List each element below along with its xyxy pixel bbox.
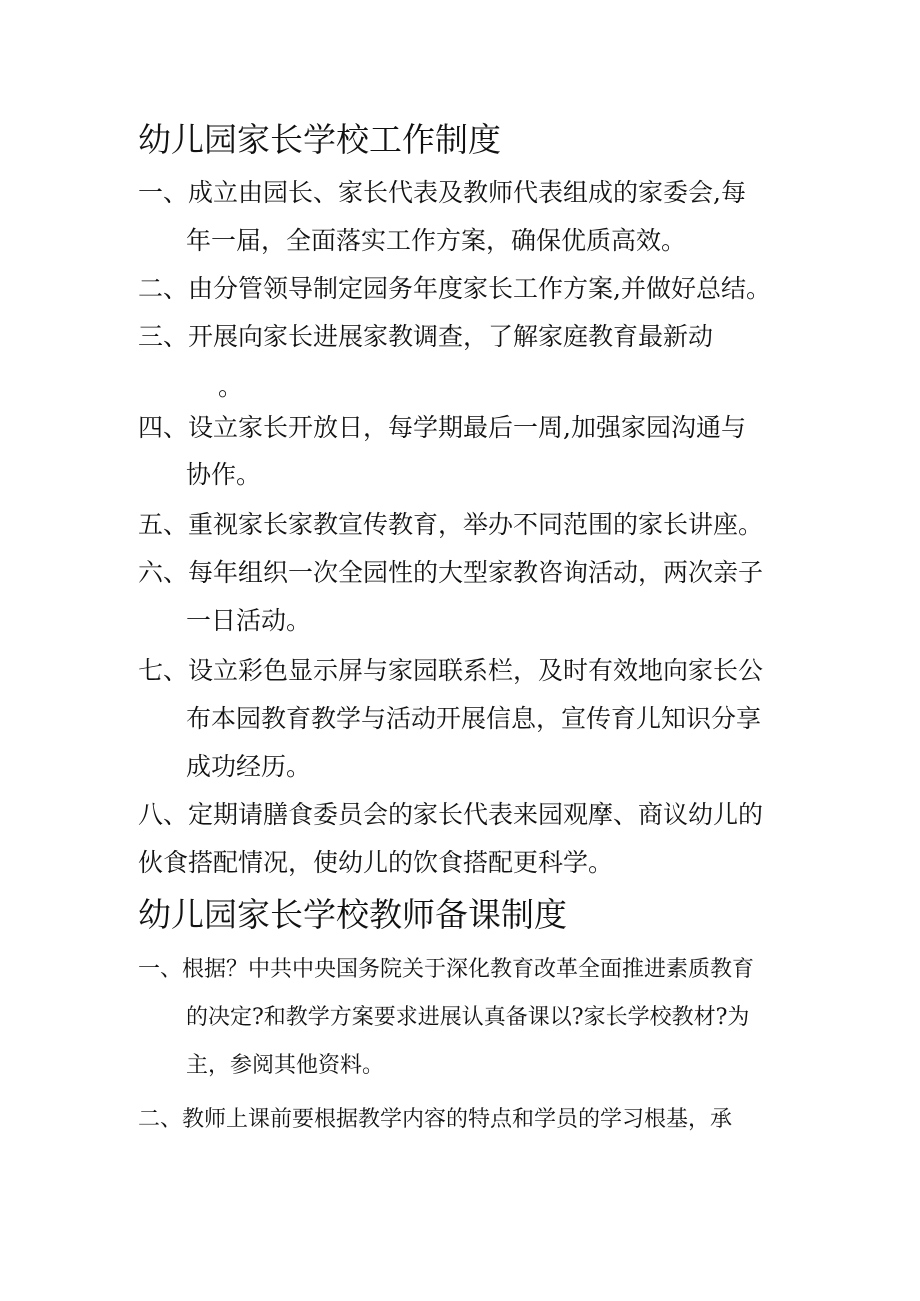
item-1-line-1: 一、成立由园长、家长代表及教师代表组成的家委会,每 bbox=[138, 178, 746, 207]
prep-item-1-line-3: 主，参阅其他资料。 bbox=[186, 1053, 385, 1078]
prep-item-2-line-1: 二、教师上课前要根据教学内容的特点和学员的学习根基，承 bbox=[138, 1107, 733, 1132]
item-7-line-1: 七、设立彩色显示屏与家园联系栏，及时有效地向家长公 bbox=[138, 656, 764, 685]
item-5-line-1: 五、重视家长家教宣传教育，举办不同范围的家长讲座。 bbox=[138, 510, 764, 539]
section-title-lesson-prep: 幼儿园家长学校教师备课制度 bbox=[138, 895, 567, 934]
item-1-line-2: 年一届，全面落实工作方案，确保优质高效。 bbox=[186, 226, 687, 255]
item-6-line-2: 一日活动。 bbox=[186, 606, 312, 635]
item-3-line-1: 三、开展向家长进展家教调查，了解家庭教育最新动 bbox=[138, 322, 714, 351]
item-3-line-2: 。 bbox=[218, 372, 244, 401]
item-2-line-1: 二、由分管领导制定园务年度家长工作方案,并做好总结。 bbox=[138, 274, 771, 303]
item-6-line-1: 六、每年组织一次全园性的大型家教咨询活动，两次亲子 bbox=[138, 558, 764, 587]
section-title-work-system: 幼儿园家长学校工作制度 bbox=[138, 120, 501, 159]
prep-item-1-line-2: 的决定?和教学方案要求进展认真备课以?家长学校教材?为 bbox=[186, 1005, 750, 1030]
item-4-line-1: 四、设立家长开放日，每学期最后一周,加强家园沟通与 bbox=[138, 413, 746, 442]
item-4-line-2: 协作。 bbox=[186, 460, 262, 489]
item-7-line-2: 布本园教育教学与活动开展信息，宣传育儿知识分享 bbox=[186, 704, 762, 733]
item-8-line-2: 伙食搭配情况，使幼儿的饮食搭配更科学。 bbox=[138, 848, 614, 877]
prep-item-1-line-1: 一、根据？中共中央国务院关于深化教育改革全面推进素质教育 bbox=[138, 957, 755, 982]
item-8-line-1: 八、定期请膳食委员会的家长代表来园观摩、商议幼儿的 bbox=[138, 800, 764, 829]
item-7-line-3: 成功经历。 bbox=[186, 752, 312, 781]
